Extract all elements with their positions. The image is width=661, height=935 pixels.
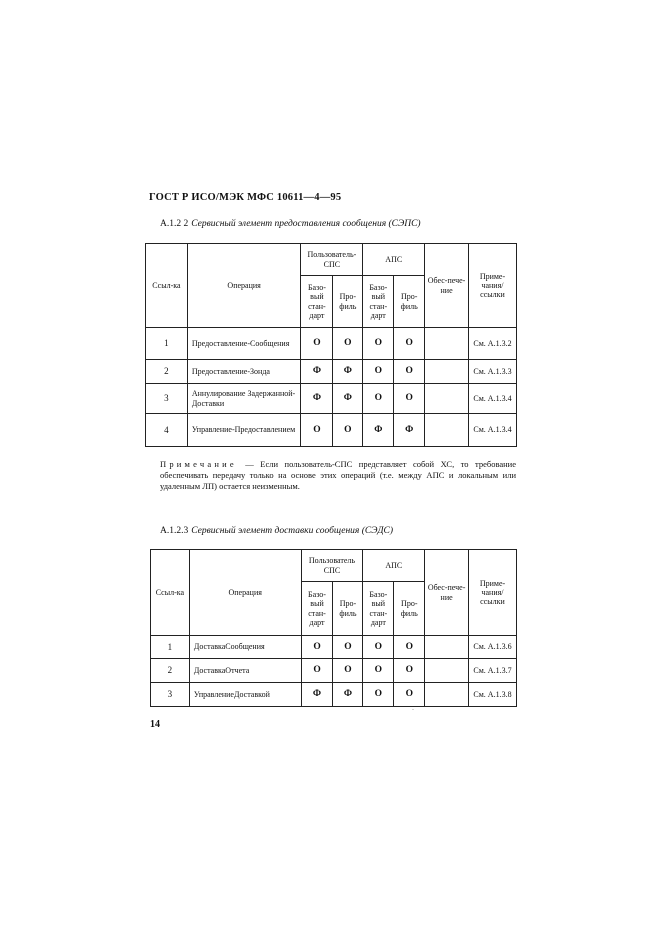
user-profile-cell: О — [333, 328, 363, 360]
column-header-notes: Приме-чания/ ссылки — [469, 550, 517, 636]
section-title-seds — [160, 526, 393, 536]
table-note — [160, 459, 516, 492]
column-header-operation: Операция — [189, 550, 301, 636]
operation-cell: Управление-Предоставлением — [187, 414, 301, 447]
provision-cell — [425, 414, 469, 447]
user-profile-cell: Ф — [333, 384, 363, 414]
user-base-cell: Ф — [301, 360, 333, 384]
column-header-aps: АПС — [363, 244, 425, 276]
section-number: А.1.2 2 — [160, 219, 189, 229]
ref-cell: 1 — [146, 328, 188, 360]
column-header-aps-profile: Про-филь — [394, 582, 425, 636]
ref-cell: 3 — [146, 384, 188, 414]
ref-cell: 2 — [151, 659, 190, 683]
section-title-seps — [160, 219, 421, 229]
operation-cell: ДоставкаСообщения — [189, 636, 301, 659]
table-row — [146, 328, 517, 360]
column-header-aps-base: Базо-вый стан-дарт — [363, 582, 394, 636]
user-profile-cell: Ф — [333, 683, 363, 707]
user-base-cell: О — [301, 636, 333, 659]
provision-cell — [425, 384, 469, 414]
notes-cell: См. А.1.3.6 — [469, 636, 517, 659]
operation-cell: Предоставление-Зонда — [187, 360, 301, 384]
column-header-notes: Приме-чания/ ссылки — [468, 244, 516, 328]
aps-profile-cell: О — [394, 659, 425, 683]
user-base-cell: Ф — [301, 683, 333, 707]
seds-operations-table — [150, 549, 517, 707]
aps-profile-cell: О — [394, 683, 425, 707]
ref-cell: 4 — [146, 414, 188, 447]
aps-base-cell: Ф — [363, 414, 394, 447]
note-label: Примечание — [160, 459, 237, 469]
aps-base-cell: О — [363, 360, 394, 384]
operation-cell: УправлениеДоставкой — [189, 683, 301, 707]
column-header-user-base: Базо-вый стан-дарт — [301, 582, 333, 636]
section-title-text: Сервисный элемент доставки сообщения (СЭДС) — [191, 526, 393, 536]
aps-profile-cell: О — [394, 636, 425, 659]
aps-profile-cell: О — [394, 328, 425, 360]
ref-cell: 3 — [151, 683, 190, 707]
notes-cell: См. А.1.3.4 — [468, 414, 516, 447]
user-profile-cell: О — [333, 659, 363, 683]
aps-base-cell: О — [363, 636, 394, 659]
scan-artifact-dash: - — [412, 707, 414, 713]
note-text: — Если пользователь-СПС представляет собой ХС, то требование обеспечивать передачу только на основе этих операций (т.е. между АПС и локальным или удаленным ЛП) остается неизменным. — [160, 459, 516, 492]
user-base-cell: Ф — [301, 384, 333, 414]
provision-cell — [425, 683, 469, 707]
page-number: 14 — [150, 719, 160, 730]
notes-cell: См. А.1.3.4 — [468, 384, 516, 414]
table-row — [146, 414, 517, 447]
user-base-cell: О — [301, 414, 333, 447]
aps-base-cell: О — [363, 659, 394, 683]
operation-cell: Предоставление-Сообщения — [187, 328, 301, 360]
column-header-user-sps: Пользователь-СПС — [301, 244, 363, 276]
provision-cell — [425, 328, 469, 360]
seps-operations-table — [145, 243, 517, 447]
provision-cell — [425, 360, 469, 384]
column-header-aps-profile: Про-филь — [394, 276, 425, 328]
operation-cell: ДоставкаОтчета — [189, 659, 301, 683]
document-header: ГОСТ Р ИСО/МЭК МФС 10611—4—95 — [149, 192, 342, 203]
column-header-ref: Ссыл-ка — [151, 550, 190, 636]
operation-cell: Аннулирование Задержанной-Доставки — [187, 384, 301, 414]
user-base-cell: О — [301, 328, 333, 360]
aps-profile-cell: О — [394, 384, 425, 414]
section-number: А.1.2.3 — [160, 526, 189, 536]
table-row — [151, 683, 517, 707]
column-header-aps: АПС — [363, 550, 425, 582]
table-row — [151, 636, 517, 659]
table-row — [146, 384, 517, 414]
provision-cell — [425, 659, 469, 683]
column-header-provision: Обес-пече-ние — [425, 550, 469, 636]
aps-base-cell: О — [363, 683, 394, 707]
aps-profile-cell: О — [394, 360, 425, 384]
ref-cell: 1 — [151, 636, 190, 659]
notes-cell: См. А.1.3.3 — [468, 360, 516, 384]
user-base-cell: О — [301, 659, 333, 683]
column-header-ref: Ссыл-ка — [146, 244, 188, 328]
column-header-user-profile: Про-филь — [333, 582, 363, 636]
notes-cell: См. А.1.3.7 — [469, 659, 517, 683]
column-header-user-profile: Про-филь — [333, 276, 363, 328]
user-profile-cell: О — [333, 414, 363, 447]
aps-base-cell: О — [363, 328, 394, 360]
section-title-text: Сервисный элемент предоставления сообщения (СЭПС) — [191, 219, 421, 229]
aps-base-cell: О — [363, 384, 394, 414]
user-profile-cell: О — [333, 636, 363, 659]
column-header-aps-base: Базо-вый стан-дарт — [363, 276, 394, 328]
table-row — [146, 360, 517, 384]
notes-cell: См. А.1.3.2 — [468, 328, 516, 360]
aps-profile-cell: Ф — [394, 414, 425, 447]
table-row — [151, 659, 517, 683]
notes-cell: См. А.1.3.8 — [469, 683, 517, 707]
column-header-user-sps: Пользователь СПС — [301, 550, 363, 582]
ref-cell: 2 — [146, 360, 188, 384]
column-header-operation: Операция — [187, 244, 301, 328]
column-header-user-base: Базо-вый стан-дарт — [301, 276, 333, 328]
column-header-provision: Обес-пече-ние — [425, 244, 469, 328]
provision-cell — [425, 636, 469, 659]
user-profile-cell: Ф — [333, 360, 363, 384]
